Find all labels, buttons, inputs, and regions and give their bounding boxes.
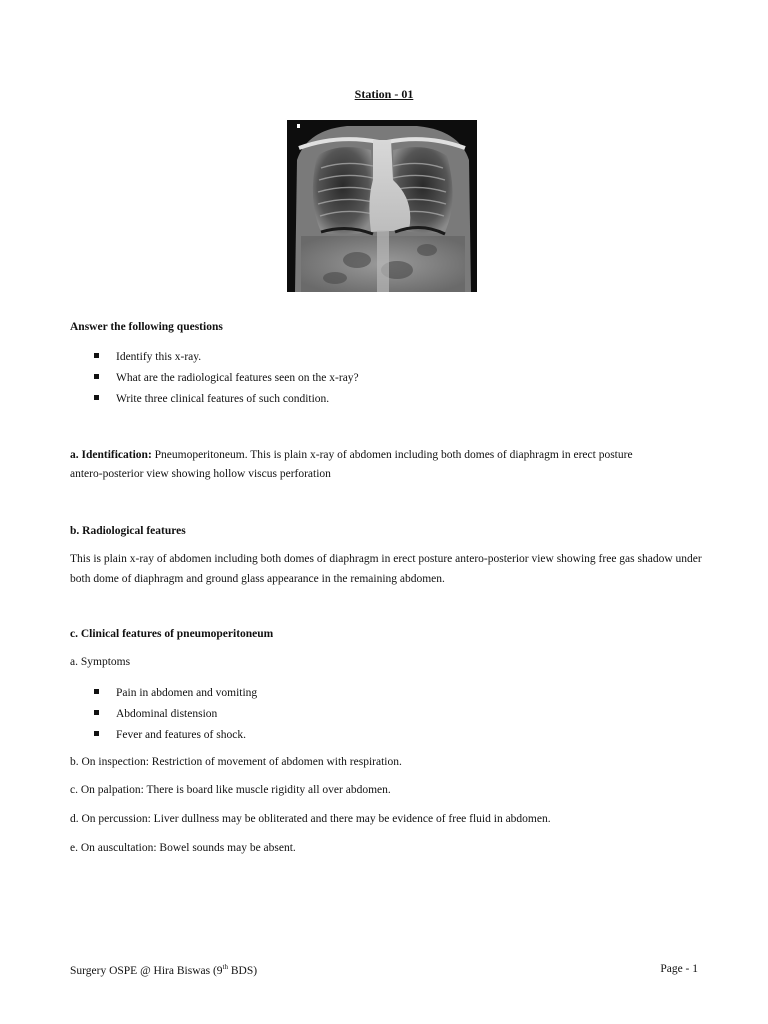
bullet-icon	[94, 395, 99, 400]
questions-heading: Answer the following questions	[70, 321, 223, 333]
footer-superscript: th	[222, 963, 228, 971]
auscultation-text: e. On auscultation: Bowel sounds may be absent.	[70, 842, 296, 854]
radiological-text: This is plain x-ray of abdomen including both domes of diaphragm in erect posture antero-posterior view showing free gas shadow under both dome of diaphragm and ground glass appearance in the remaining abdomen.	[70, 553, 702, 585]
bullet-icon	[94, 374, 99, 379]
list-item: Pain in abdomen and vomiting	[94, 687, 257, 699]
station-title: Station - 01	[354, 87, 414, 101]
identification-label: a. Identification:	[70, 449, 152, 461]
list-item: Identify this x-ray.	[94, 351, 201, 363]
percussion-text: d. On percussion: Liver dullness may be obliterated and there may be evidence of free fluid in abdomen.	[70, 813, 551, 825]
chest-xray-image	[287, 120, 477, 292]
identification-line-1	[70, 449, 633, 461]
list-item: Write three clinical features of such condition.	[94, 393, 329, 405]
bullet-icon	[94, 689, 99, 694]
identification-text-2: antero-posterior view showing hollow viscus perforation	[70, 468, 331, 480]
bullet-icon	[94, 710, 99, 715]
bullet-icon	[94, 353, 99, 358]
list-item: Fever and features of shock.	[94, 729, 246, 741]
list-item: Abdominal distension	[94, 708, 217, 720]
list-item: What are the radiological features seen on the x-ray?	[94, 372, 359, 384]
radiological-heading: b. Radiological features	[70, 525, 186, 537]
bullet-icon	[94, 731, 99, 736]
page-title	[0, 87, 768, 102]
palpation-text: c. On palpation: There is board like muscle rigidity all over abdomen.	[70, 784, 391, 796]
symptoms-label: a. Symptoms	[70, 656, 131, 668]
footer-left: Surgery OSPE @ Hira Biswas (9th BDS)	[70, 963, 258, 977]
inspection-text: b. On inspection: Restriction of movement of abdomen with respiration.	[70, 756, 402, 768]
identification-text-1: Pneumoperitoneum. This is plain x-ray of abdomen including both domes of diaphragm in erect posture	[154, 449, 633, 461]
page-number: Page - 1	[660, 963, 698, 975]
clinical-heading: c. Clinical features of pneumoperitoneum	[70, 628, 274, 640]
